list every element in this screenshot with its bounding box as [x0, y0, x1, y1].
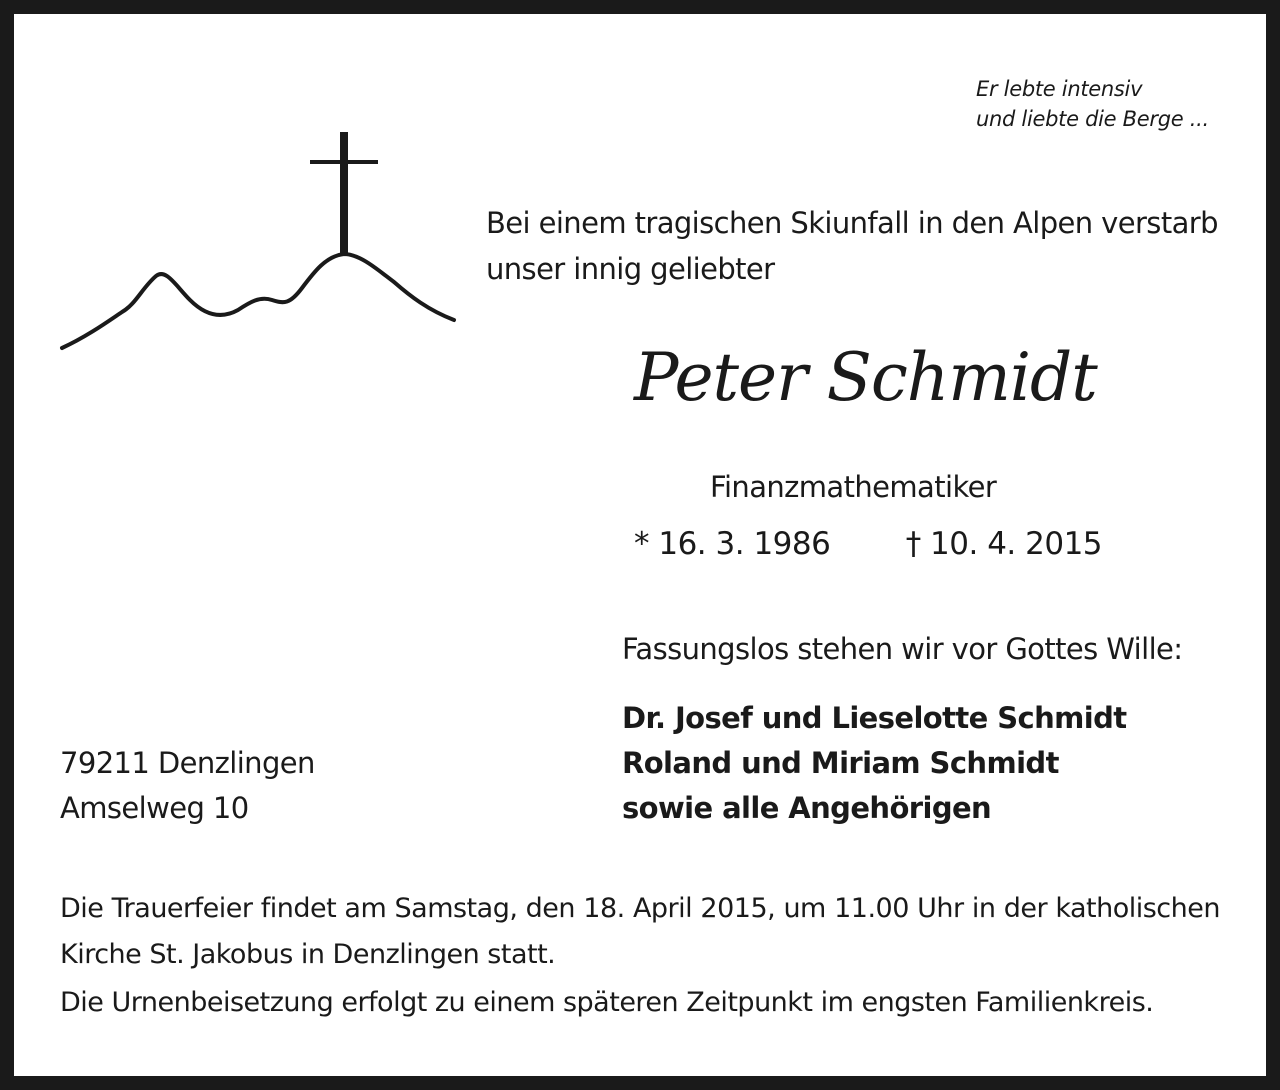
service-info: Die Trauerfeier findet am Samstag, den 18. April 2015, um 11.00 Uhr in der katholischen Kirche St. Jakobus in Denzlingen statt. — [60, 893, 1220, 970]
address-city: 79211 Denzlingen — [60, 746, 315, 780]
profession: Finanzmathematiker — [710, 470, 997, 504]
address-street: Amselweg 10 — [60, 791, 249, 825]
intro-text — [486, 200, 1236, 292]
address — [60, 741, 315, 831]
motto-line-1: Er lebte intensiv — [976, 77, 1143, 101]
deceased-name: Peter Schmidt — [634, 339, 1097, 416]
life-dates — [634, 526, 1102, 562]
mourners-list — [622, 696, 1127, 831]
motto — [976, 74, 1209, 134]
mourning-statement: Fassungslos stehen wir vor Gottes Wille: — [622, 632, 1183, 666]
intro-line-2: unser innig geliebter — [486, 252, 775, 286]
burial-info: Die Urnenbeisetzung erfolgt zu einem späteren Zeitpunkt im engsten Familienkreis. — [60, 987, 1154, 1018]
birth-date: * 16. 3. 1986 — [634, 526, 831, 562]
mourner-line: sowie alle Angehörigen — [622, 791, 992, 825]
death-date: † 10. 4. 2015 — [905, 526, 1103, 562]
mourner-line: Roland und Miriam Schmidt — [622, 746, 1059, 780]
mountain-cross-icon — [58, 130, 468, 360]
intro-line-1: Bei einem tragischen Skiunfall in den Alpen verstarb — [486, 206, 1218, 240]
mourner-line: Dr. Josef und Lieselotte Schmidt — [622, 701, 1127, 735]
motto-line-2: und liebte die Berge ... — [976, 107, 1209, 131]
